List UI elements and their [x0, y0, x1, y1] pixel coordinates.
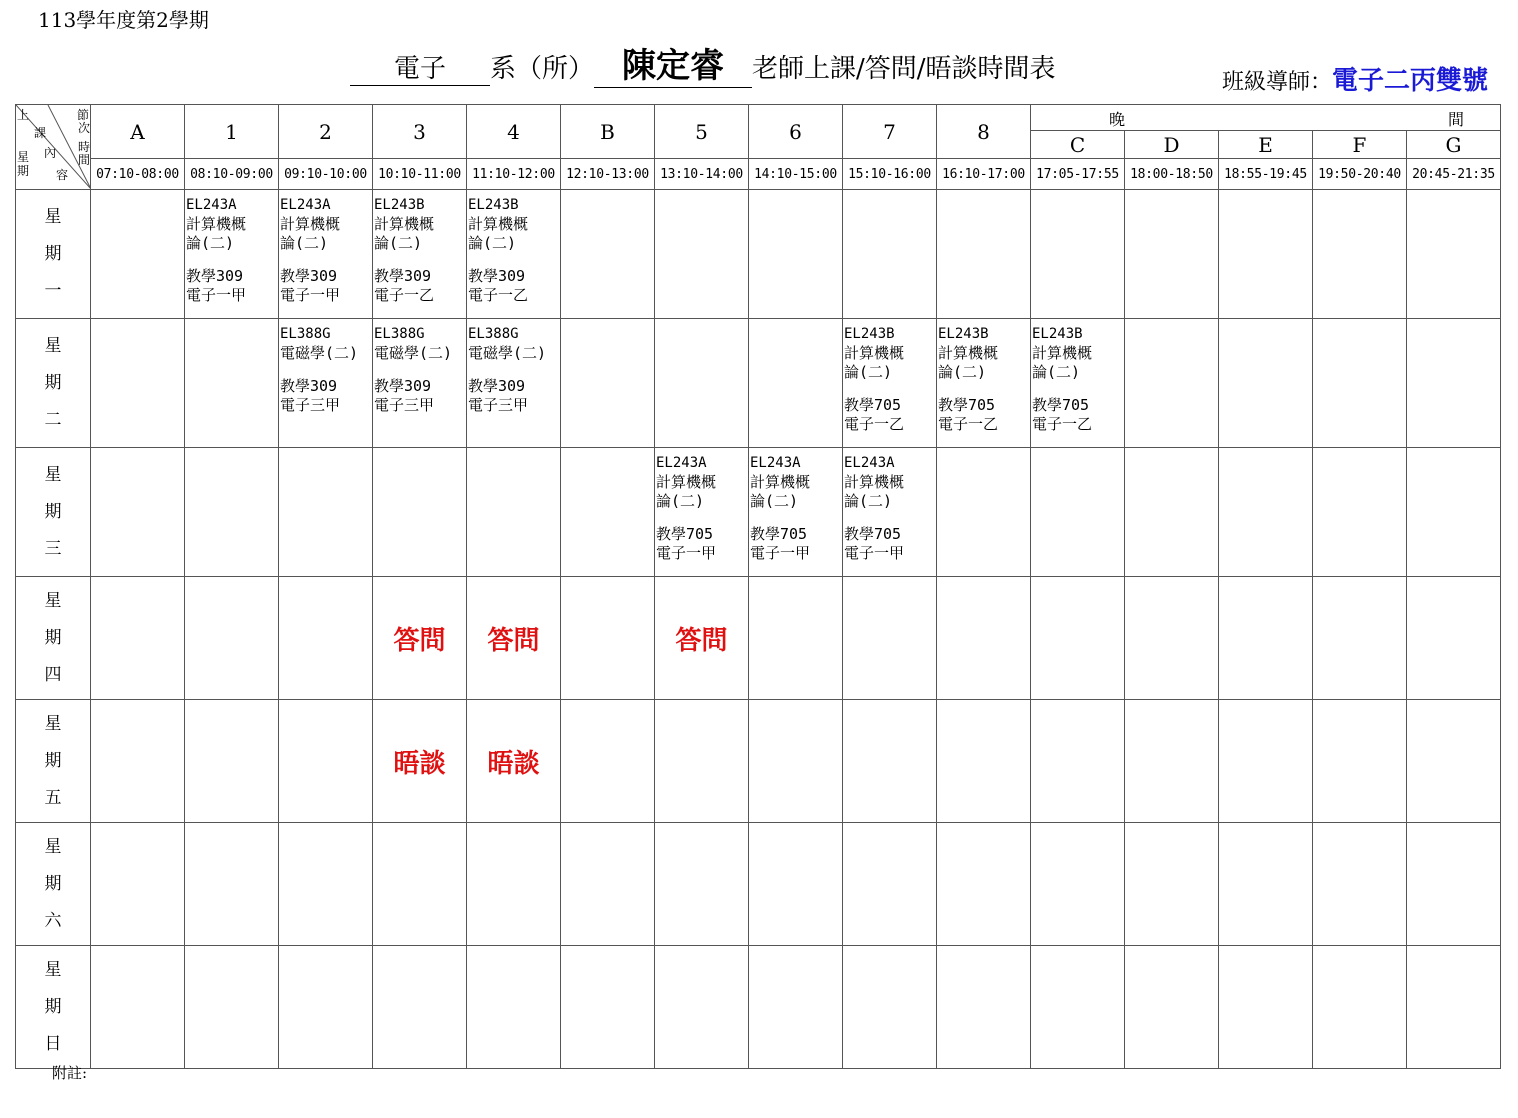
slot-cell [1219, 946, 1313, 1069]
course-cell: EL243B 計算機概 論(二) 教學309 電子一乙 [373, 190, 467, 319]
period-time: 07:10-08:00 [91, 159, 185, 190]
slot-cell [655, 823, 749, 946]
evening-left: 晚 [1109, 110, 1126, 129]
slot-cell [1407, 700, 1501, 823]
slot-cell [561, 319, 655, 448]
department: 電子 [350, 48, 490, 86]
slot-cell [91, 823, 185, 946]
slot-cell [279, 448, 373, 577]
course-cell: EL243B 計算機概 論(二) 教學309 電子一乙 [467, 190, 561, 319]
period-header: B [561, 105, 655, 159]
slot-cell [373, 823, 467, 946]
period-header: F [1313, 131, 1407, 159]
slot-cell [937, 823, 1031, 946]
footnote-label: 附註: [52, 1064, 88, 1082]
slot-cell [91, 946, 185, 1069]
slot-cell [1313, 577, 1407, 700]
slot-cell [655, 946, 749, 1069]
slot-cell [1313, 700, 1407, 823]
title-dept-suffix: 系（所） [490, 54, 595, 84]
course-cell: EL243A 計算機概 論(二) 教學309 電子一甲 [279, 190, 373, 319]
office-hours-cell: 答問 [655, 577, 749, 700]
office-hours-cell: 答問 [373, 577, 467, 700]
slot-cell [937, 448, 1031, 577]
slot-cell [373, 946, 467, 1069]
slot-cell [185, 319, 279, 448]
day-label: 星 期 二 [16, 319, 91, 448]
slot-cell [1219, 319, 1313, 448]
slot-cell [655, 700, 749, 823]
slot-cell [1313, 190, 1407, 319]
course-cell: EL243A 計算機概 論(二) 教學705 電子一甲 [749, 448, 843, 577]
day-label: 星 期 六 [16, 823, 91, 946]
slot-cell [561, 577, 655, 700]
day-label: 星 期 日 [16, 946, 91, 1069]
slot-cell [1313, 448, 1407, 577]
header-corner [16, 105, 91, 190]
course-cell: EL243A 計算機概 論(二) 教學705 電子一甲 [655, 448, 749, 577]
slot-cell [185, 448, 279, 577]
period-header: C [1031, 131, 1125, 159]
slot-cell [561, 823, 655, 946]
slot-cell [1031, 946, 1125, 1069]
slot-cell [91, 700, 185, 823]
teacher-name: 陳定睿 [594, 38, 752, 88]
slot-cell [185, 700, 279, 823]
slot-cell [843, 577, 937, 700]
corner-char: 間 [78, 153, 91, 167]
slot-cell [1407, 190, 1501, 319]
period-time: 20:45-21:35 [1407, 159, 1501, 190]
period-header: G [1407, 131, 1501, 159]
meeting-cell: 晤談 [467, 700, 561, 823]
day-label: 星 期 四 [16, 577, 91, 700]
day-row-wednesday [16, 448, 1501, 577]
slot-cell [1125, 823, 1219, 946]
slot-cell [1125, 190, 1219, 319]
slot-cell [467, 448, 561, 577]
slot-cell [91, 190, 185, 319]
slot-cell [1031, 190, 1125, 319]
slot-cell [1125, 577, 1219, 700]
day-label: 星 期 三 [16, 448, 91, 577]
timetable [15, 104, 1501, 1069]
slot-cell [749, 319, 843, 448]
slot-cell [843, 946, 937, 1069]
period-time: 16:10-17:00 [937, 159, 1031, 190]
slot-cell [1407, 577, 1501, 700]
slot-cell [373, 448, 467, 577]
slot-cell [1031, 823, 1125, 946]
corner-char: 次 [78, 121, 91, 135]
course-cell: EL243B 計算機概 論(二) 教學705 電子一乙 [843, 319, 937, 448]
period-header: 7 [843, 105, 937, 159]
period-header: 3 [373, 105, 467, 159]
course-cell: EL243A 計算機概 論(二) 教學309 電子一甲 [185, 190, 279, 319]
slot-cell [1125, 319, 1219, 448]
slot-cell [91, 577, 185, 700]
slot-cell [279, 823, 373, 946]
period-header: 4 [467, 105, 561, 159]
mentor-class: 電子二丙雙號 [1331, 66, 1488, 96]
corner-char: 時 [78, 140, 91, 154]
corner-char: 星 [17, 150, 30, 164]
day-row-monday [16, 190, 1501, 319]
corner-char: 上 [17, 108, 30, 122]
slot-cell [279, 946, 373, 1069]
slot-cell [843, 700, 937, 823]
period-time: 14:10-15:00 [749, 159, 843, 190]
day-row-sunday [16, 946, 1501, 1069]
mentor-label: 班級導師： [1221, 70, 1332, 95]
slot-cell [1313, 319, 1407, 448]
period-header: E [1219, 131, 1313, 159]
slot-cell [1407, 823, 1501, 946]
period-time: 17:05-17:55 [1031, 159, 1125, 190]
corner-char: 容 [56, 168, 69, 182]
day-label: 星 期 一 [16, 190, 91, 319]
period-header: 6 [749, 105, 843, 159]
slot-cell [1031, 577, 1125, 700]
slot-cell [185, 823, 279, 946]
slot-cell [91, 319, 185, 448]
slot-cell [467, 946, 561, 1069]
period-time: 18:55-19:45 [1219, 159, 1313, 190]
period-time: 08:10-09:00 [185, 159, 279, 190]
period-header: 8 [937, 105, 1031, 159]
term-label: 113學年度第2學期 [38, 8, 209, 32]
slot-cell [1313, 946, 1407, 1069]
corner-char: 節 [77, 108, 90, 122]
slot-cell [937, 190, 1031, 319]
slot-cell [1407, 946, 1501, 1069]
slot-cell [561, 448, 655, 577]
slot-cell [91, 448, 185, 577]
course-cell: EL243B 計算機概 論(二) 教學705 電子一乙 [937, 319, 1031, 448]
day-row-thursday [16, 577, 1501, 700]
slot-cell [749, 190, 843, 319]
office-hours-cell: 答問 [467, 577, 561, 700]
slot-cell [937, 700, 1031, 823]
evening-right: 間 [1447, 110, 1464, 129]
slot-cell [1219, 448, 1313, 577]
period-header: 2 [279, 105, 373, 159]
slot-cell [1219, 823, 1313, 946]
period-time: 19:50-20:40 [1313, 159, 1407, 190]
slot-cell [937, 946, 1031, 1069]
course-cell: EL388G 電磁學(二) 教學309 電子三甲 [373, 319, 467, 448]
day-label: 星 期 五 [16, 700, 91, 823]
slot-cell [1125, 700, 1219, 823]
slot-cell [1219, 190, 1313, 319]
slot-cell [1125, 946, 1219, 1069]
evening-header [1031, 105, 1501, 131]
period-header: D [1125, 131, 1219, 159]
slot-cell [843, 190, 937, 319]
slot-cell [1219, 700, 1313, 823]
slot-cell [1219, 577, 1313, 700]
course-cell: EL388G 電磁學(二) 教學309 電子三甲 [279, 319, 373, 448]
slot-cell [1313, 823, 1407, 946]
slot-cell [561, 700, 655, 823]
day-row-tuesday [16, 319, 1501, 448]
slot-cell [655, 319, 749, 448]
slot-cell [749, 577, 843, 700]
course-cell: EL388G 電磁學(二) 教學309 電子三甲 [467, 319, 561, 448]
slot-cell [749, 946, 843, 1069]
slot-cell [279, 577, 373, 700]
slot-cell [467, 823, 561, 946]
class-mentor [1222, 60, 1488, 97]
slot-cell [749, 700, 843, 823]
period-header: 5 [655, 105, 749, 159]
slot-cell [1407, 319, 1501, 448]
slot-cell [561, 946, 655, 1069]
page-title [350, 38, 1056, 88]
title-suffix: 老師上課/答問/晤談時間表 [752, 54, 1056, 84]
period-time: 10:10-11:00 [373, 159, 467, 190]
slot-cell [1031, 700, 1125, 823]
period-time: 09:10-10:00 [279, 159, 373, 190]
slot-cell [1125, 448, 1219, 577]
period-time: 12:10-13:00 [561, 159, 655, 190]
course-cell: EL243B 計算機概 論(二) 教學705 電子一乙 [1031, 319, 1125, 448]
period-time: 15:10-16:00 [843, 159, 937, 190]
slot-cell [185, 577, 279, 700]
period-time: 13:10-14:00 [655, 159, 749, 190]
slot-cell [561, 190, 655, 319]
slot-cell [1031, 448, 1125, 577]
corner-char: 課 [34, 126, 47, 140]
slot-cell [655, 190, 749, 319]
period-time: 11:10-12:00 [467, 159, 561, 190]
period-header: 1 [185, 105, 279, 159]
day-row-friday [16, 700, 1501, 823]
slot-cell [1407, 448, 1501, 577]
corner-char: 內 [44, 146, 57, 160]
meeting-cell: 晤談 [373, 700, 467, 823]
period-header: A [91, 105, 185, 159]
course-cell: EL243A 計算機概 論(二) 教學705 電子一甲 [843, 448, 937, 577]
slot-cell [937, 577, 1031, 700]
day-row-saturday [16, 823, 1501, 946]
slot-cell [749, 823, 843, 946]
slot-cell [843, 823, 937, 946]
corner-char: 期 [17, 164, 30, 178]
slot-cell [185, 946, 279, 1069]
period-time: 18:00-18:50 [1125, 159, 1219, 190]
slot-cell [279, 700, 373, 823]
